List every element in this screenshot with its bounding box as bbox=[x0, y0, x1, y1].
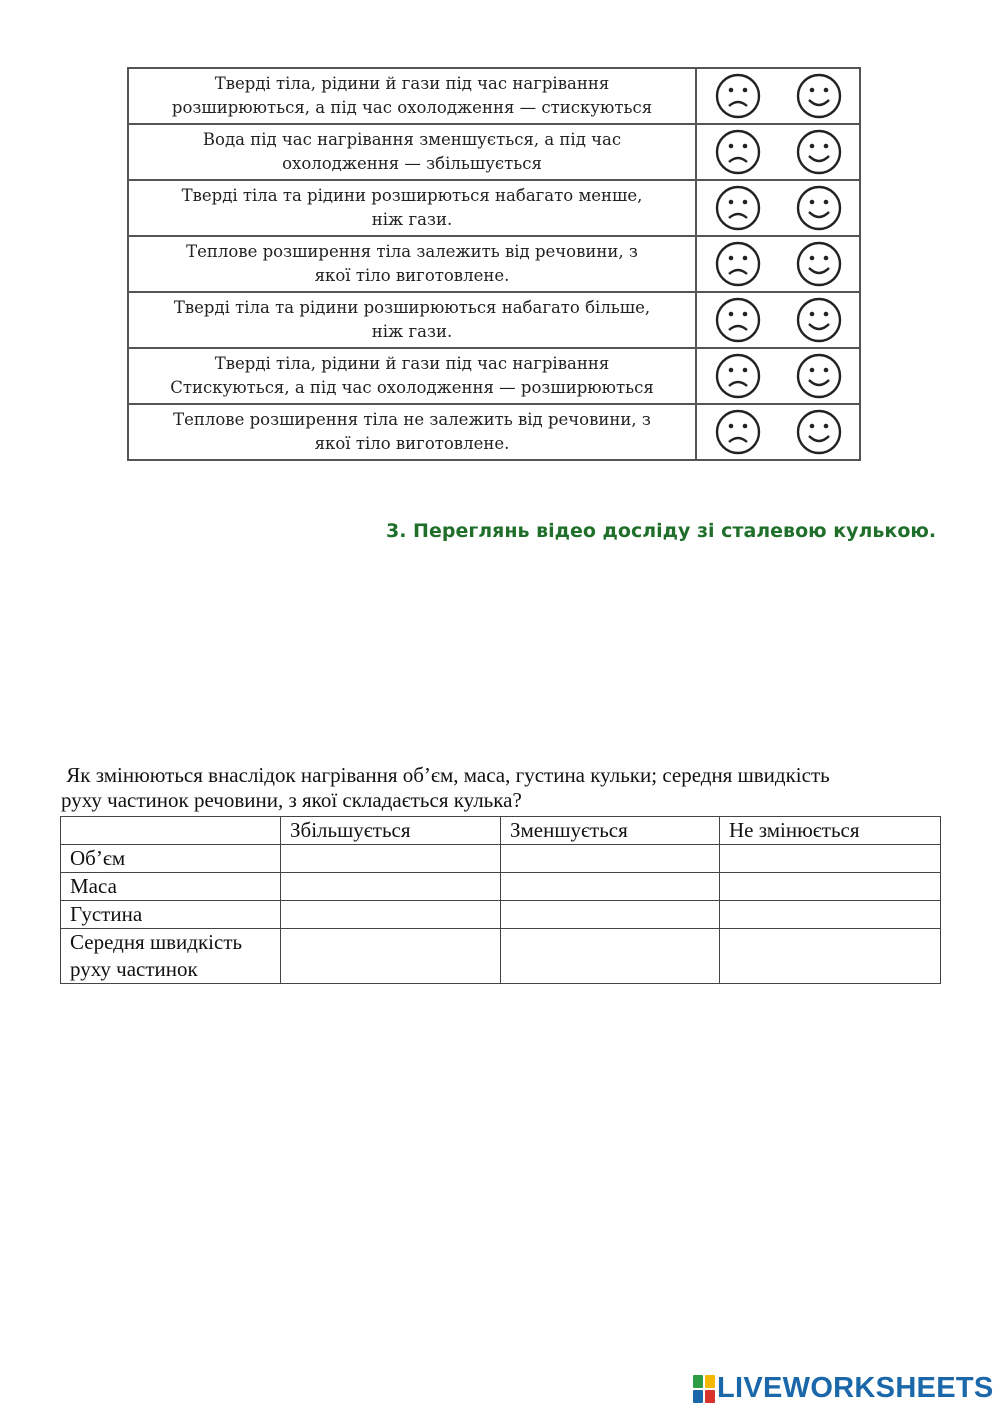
statement-text: Тверді тіла, рідини й гази під час нагрівання Стискуються, а під час охолодження — розширюються bbox=[128, 348, 696, 404]
sad-face-icon[interactable] bbox=[713, 239, 763, 289]
statement-row bbox=[128, 404, 860, 460]
sad-face-icon[interactable] bbox=[713, 351, 763, 401]
answer-cell[interactable] bbox=[281, 929, 501, 984]
sad-face-icon[interactable] bbox=[713, 71, 763, 121]
happy-face-icon[interactable] bbox=[794, 407, 844, 457]
sad-face-icon[interactable] bbox=[713, 295, 763, 345]
happy-face-icon[interactable] bbox=[794, 127, 844, 177]
happy-face-icon[interactable] bbox=[794, 183, 844, 233]
answer-cell[interactable] bbox=[720, 873, 941, 901]
statement-row bbox=[128, 292, 860, 348]
table-header-cell: Зменшується bbox=[501, 817, 720, 845]
logo-text: LIVEWORKSHEETS bbox=[717, 1372, 994, 1404]
liveworksheets-logo bbox=[693, 1372, 994, 1405]
table-header-cell: Не змінюється bbox=[720, 817, 941, 845]
statement-text: Вода під час нагрівання зменшується, а під час охолодження — збільшується bbox=[128, 124, 696, 180]
sad-face-icon[interactable] bbox=[713, 127, 763, 177]
answer-cell[interactable] bbox=[281, 873, 501, 901]
sad-face-icon[interactable] bbox=[713, 407, 763, 457]
answer-cell[interactable] bbox=[501, 929, 720, 984]
statement-row bbox=[128, 348, 860, 404]
row-label: Густина bbox=[61, 901, 281, 929]
row-label: Об’єм bbox=[61, 845, 281, 873]
answer-cell[interactable] bbox=[720, 845, 941, 873]
table-header-cell bbox=[61, 817, 281, 845]
table-row bbox=[61, 845, 941, 873]
logo-mark-icon bbox=[693, 1375, 715, 1403]
task-heading: 3. Переглянь відео досліду зі сталевою кулькою. bbox=[386, 520, 937, 542]
statement-row bbox=[128, 180, 860, 236]
answer-table bbox=[60, 816, 941, 984]
statements-table bbox=[127, 67, 861, 461]
happy-face-icon[interactable] bbox=[794, 351, 844, 401]
answer-cell[interactable] bbox=[501, 901, 720, 929]
answer-cell[interactable] bbox=[720, 929, 941, 984]
answer-cell[interactable] bbox=[501, 845, 720, 873]
answer-cell[interactable] bbox=[281, 845, 501, 873]
answer-cell[interactable] bbox=[281, 901, 501, 929]
statement-text: Тверді тіла та рідини розширються набагато менше, ніж гази. bbox=[128, 180, 696, 236]
statement-row bbox=[128, 124, 860, 180]
answer-cell[interactable] bbox=[501, 873, 720, 901]
table-row bbox=[61, 929, 941, 984]
table-header-row bbox=[61, 817, 941, 845]
statement-text: Тверді тіла, рідини й гази під час нагрівання розширюються, а під час охолодження — стискуються bbox=[128, 68, 696, 124]
statement-text: Тверді тіла та рідини розширюються набагато більше, ніж гази. bbox=[128, 292, 696, 348]
happy-face-icon[interactable] bbox=[794, 71, 844, 121]
happy-face-icon[interactable] bbox=[794, 239, 844, 289]
row-label: Маса bbox=[61, 873, 281, 901]
statement-row bbox=[128, 68, 860, 124]
table-row bbox=[61, 901, 941, 929]
table-row bbox=[61, 873, 941, 901]
sad-face-icon[interactable] bbox=[713, 183, 763, 233]
answer-cell[interactable] bbox=[720, 901, 941, 929]
statement-text: Теплове розширення тіла залежить від речовини, з якої тіло виготовлене. bbox=[128, 236, 696, 292]
statement-row bbox=[128, 236, 860, 292]
statement-text: Теплове розширення тіла не залежить від речовини, з якої тіло виготовлене. bbox=[128, 404, 696, 460]
row-label: Середня швидкість руху частинок bbox=[61, 929, 281, 984]
question-text: Як змінюються внаслідок нагрівання об’єм, маса, густина кульки; середня швидкість руху частинок речовини, з якої складається кулька? bbox=[61, 763, 830, 812]
happy-face-icon[interactable] bbox=[794, 295, 844, 345]
table-header-cell: Збільшується bbox=[281, 817, 501, 845]
